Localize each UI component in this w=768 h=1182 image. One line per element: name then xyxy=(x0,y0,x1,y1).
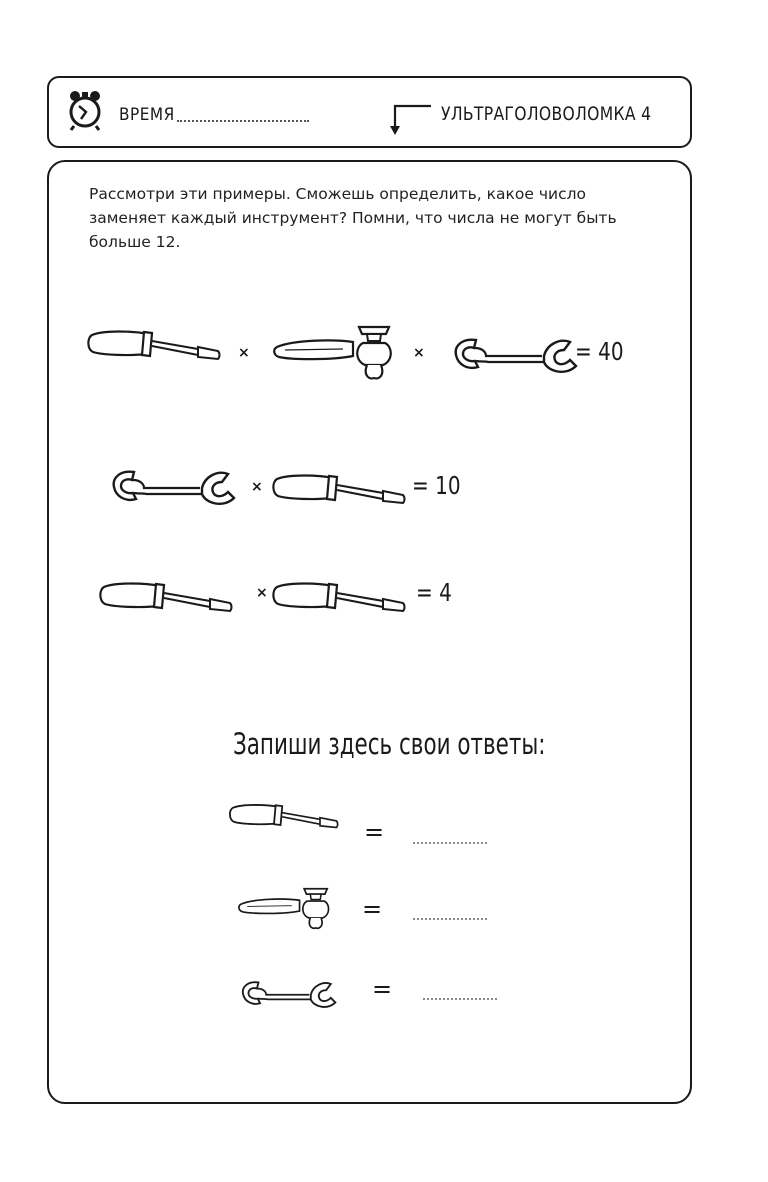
times-sign: × xyxy=(256,585,268,601)
answer-wrench-input[interactable] xyxy=(423,986,497,1000)
instructions-text: Рассмотри эти примеры. Сможешь определить, какое число заменяет каждый инструмент? Помни, что числа не могут быть больше 12. xyxy=(89,185,617,251)
alarm-clock-icon xyxy=(65,88,105,132)
header-box xyxy=(47,76,692,148)
wrench-icon xyxy=(240,976,340,1012)
answer-screwdriver-input[interactable] xyxy=(413,830,487,844)
times-sign: × xyxy=(238,345,250,361)
time-label: ВРЕМЯ xyxy=(119,105,175,125)
wrench-icon xyxy=(452,332,582,378)
screwdriver-icon xyxy=(98,580,238,614)
screwdriver-icon xyxy=(86,328,226,362)
screwdriver-icon xyxy=(228,802,343,830)
main-box xyxy=(47,160,692,1104)
hammer-icon xyxy=(238,887,338,932)
times-sign: × xyxy=(251,479,263,495)
answers-heading: Запиши здесь свои ответы: xyxy=(233,727,546,761)
arrow-down-icon xyxy=(389,100,433,138)
equals-sign: = xyxy=(364,818,385,846)
answer-hammer-input[interactable] xyxy=(413,906,487,920)
screwdriver-icon xyxy=(271,472,411,506)
hammer-icon xyxy=(273,325,403,383)
equation-result: = 4 xyxy=(416,578,452,607)
equation-result: = 10 xyxy=(412,471,461,500)
equals-sign: = xyxy=(372,975,393,1003)
puzzle-title: УЛЬТРАГОЛОВОЛОМКА 4 xyxy=(441,103,652,125)
equals-sign: = xyxy=(362,895,383,923)
screwdriver-icon xyxy=(271,580,411,614)
equation-result: = 40 xyxy=(575,337,624,366)
time-input-line[interactable] xyxy=(177,106,309,122)
times-sign: × xyxy=(413,345,425,361)
wrench-icon xyxy=(110,464,240,510)
